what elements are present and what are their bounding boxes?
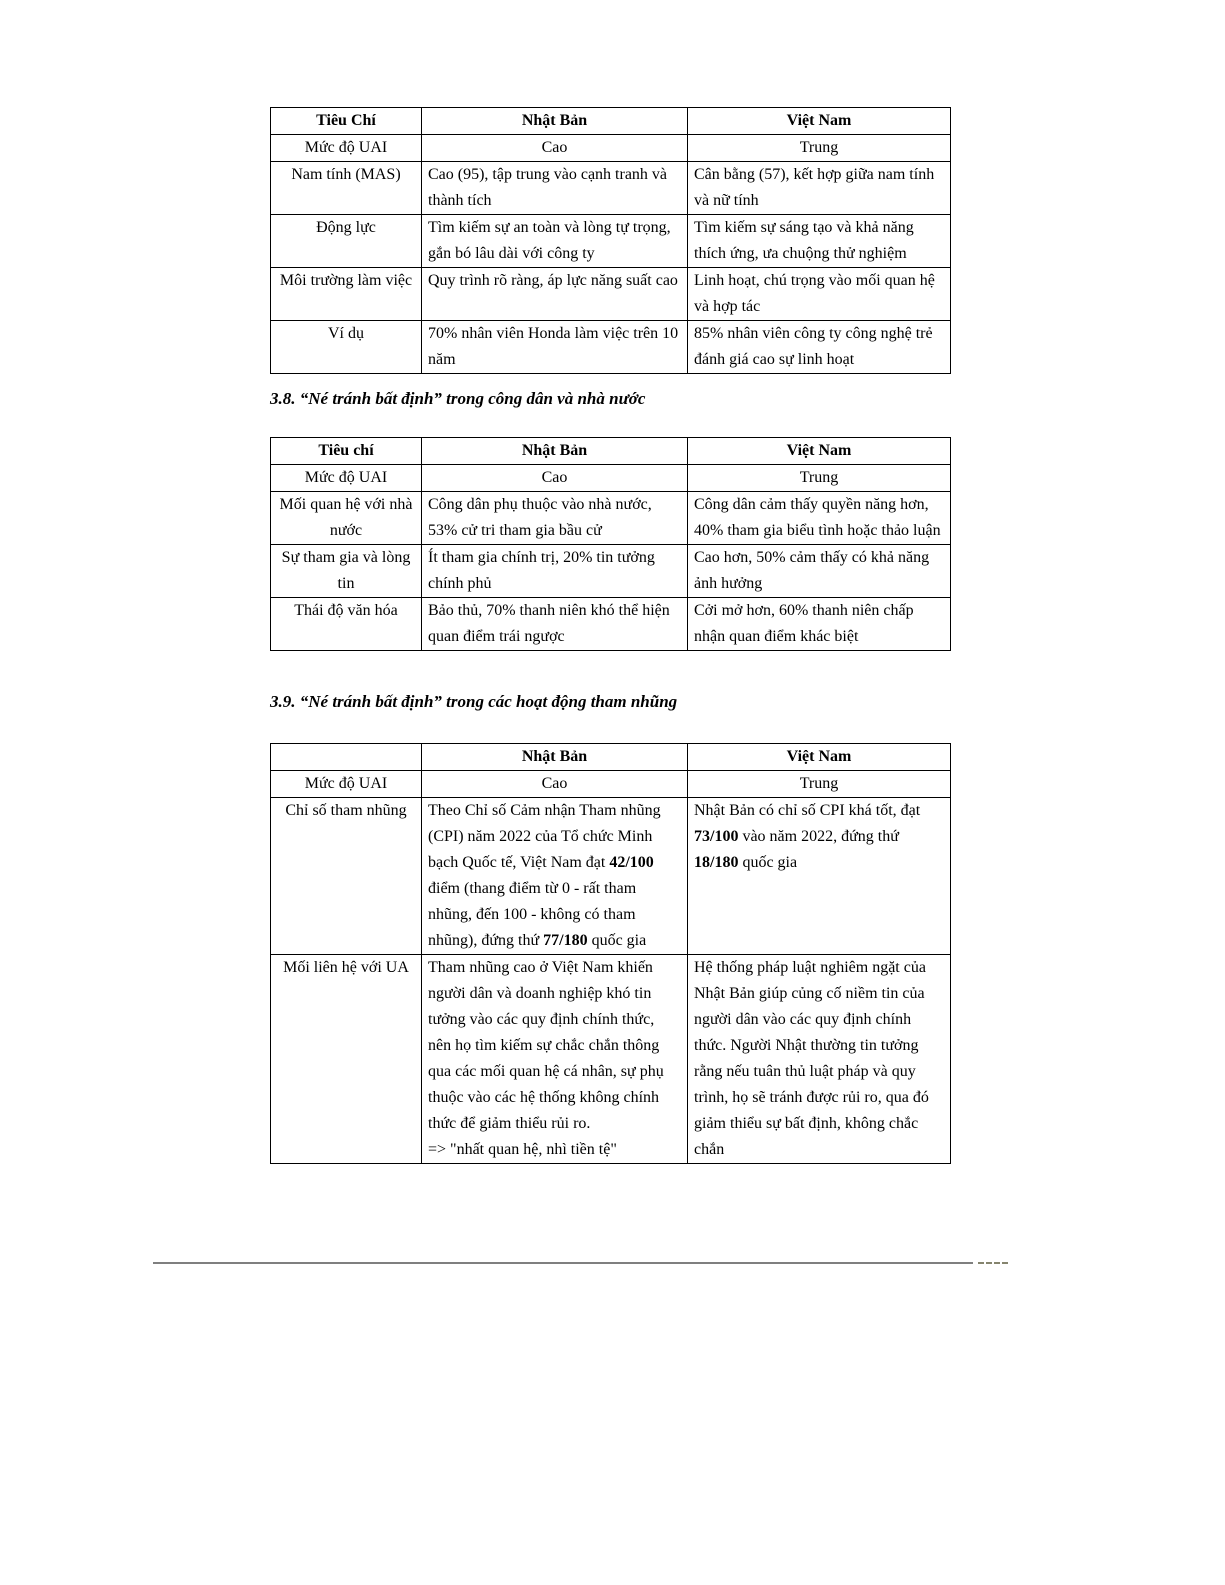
table-header-cell: Tiêu Chí bbox=[271, 108, 422, 135]
row-label-cell: Động lực bbox=[271, 215, 422, 268]
table-header-row bbox=[271, 744, 951, 771]
table-row bbox=[271, 162, 951, 215]
row-label-cell: Chỉ số tham nhũng bbox=[271, 798, 422, 955]
table-uai-work-culture bbox=[270, 107, 951, 374]
cell-text: Tham nhũng cao ở Việt Nam khiến người dân và doanh nghiệp khó tin tưởng vào các quy định chính thức, nên họ tìm kiếm sự chắc chắn thông qua các mối quan hệ cá nhân, sự phụ thuộc vào các hệ thống không chính thức để giảm thiểu rủi ro. bbox=[428, 959, 664, 1132]
table-row bbox=[271, 135, 951, 162]
section-heading-3-9: 3.9. “Né tránh bất định” trong các hoạt động tham nhũng bbox=[270, 692, 678, 711]
cell-text: vào năm 2022, đứng thứ bbox=[738, 828, 899, 845]
table-cell: 70% nhân viên Honda làm việc trên 10 năm bbox=[422, 321, 688, 374]
table-row bbox=[271, 268, 951, 321]
table-cell: Linh hoạt, chú trọng vào mối quan hệ và hợp tác bbox=[688, 268, 951, 321]
table-row bbox=[271, 955, 951, 1164]
table-row bbox=[271, 215, 951, 268]
table-header-row bbox=[271, 108, 951, 135]
table-cell: Hệ thống pháp luật nghiêm ngặt của Nhật Bản giúp củng cố niềm tin của người dân vào các quy định chính thức. Người Nhật thường tin tưởng rằng nếu tuân thủ luật pháp và quy trình, họ sẽ tránh được rủi ro, qua đó giảm thiểu sự bất định, không chắc chắn bbox=[688, 955, 951, 1164]
table-row bbox=[271, 771, 951, 798]
table-header-cell: Việt Nam bbox=[688, 438, 951, 465]
row-label-cell: Sự tham gia và lòng tin bbox=[271, 545, 422, 598]
table-cell: Cao bbox=[422, 465, 688, 492]
table-cell: Cao hơn, 50% cảm thấy có khả năng ảnh hưởng bbox=[688, 545, 951, 598]
table-row bbox=[271, 798, 951, 955]
cell-text: => "nhất quan hệ, nhì tiền tệ" bbox=[428, 1141, 617, 1158]
footer-rule-dash bbox=[978, 1262, 1008, 1264]
table-cell: Trung bbox=[688, 771, 951, 798]
cell-bold-value: 42/100 bbox=[609, 854, 654, 871]
table-cell: Công dân phụ thuộc vào nhà nước, 53% cử tri tham gia bầu cử bbox=[422, 492, 688, 545]
cell-bold-value: 18/180 bbox=[694, 854, 739, 871]
table-row bbox=[271, 465, 951, 492]
table-cell: Tìm kiếm sự an toàn và lòng tự trọng, gắn bó lâu dài với công ty bbox=[422, 215, 688, 268]
table-header-cell: Tiêu chí bbox=[271, 438, 422, 465]
table-cell bbox=[422, 798, 688, 955]
row-label-cell: Mối quan hệ với nhà nước bbox=[271, 492, 422, 545]
cell-text: Theo Chỉ số Cảm nhận Tham nhũng (CPI) năm 2022 của Tổ chức Minh bạch Quốc tế, Việt Nam đạt bbox=[428, 802, 661, 871]
table-row bbox=[271, 545, 951, 598]
table-uai-corruption bbox=[270, 743, 951, 1164]
table-header-cell bbox=[271, 744, 422, 771]
table-cell: Trung bbox=[688, 465, 951, 492]
table-cell: Bảo thủ, 70% thanh niên khó thể hiện quan điểm trái ngược bbox=[422, 598, 688, 651]
row-label-cell: Ví dụ bbox=[271, 321, 422, 374]
cell-text: điểm (thang điểm từ 0 - rất tham nhũng, đến 100 - không có tham nhũng), đứng thứ bbox=[428, 880, 637, 949]
row-label-cell: Thái độ văn hóa bbox=[271, 598, 422, 651]
table-row bbox=[271, 492, 951, 545]
table-cell: 85% nhân viên công ty công nghệ trẻ đánh giá cao sự linh hoạt bbox=[688, 321, 951, 374]
table-cell: Cao bbox=[422, 771, 688, 798]
table-header-row bbox=[271, 438, 951, 465]
table-uai-citizens-state bbox=[270, 437, 951, 651]
table-header-cell: Nhật Bản bbox=[422, 744, 688, 771]
cell-bold-value: 77/180 bbox=[543, 932, 588, 949]
table-header-cell: Nhật Bản bbox=[422, 438, 688, 465]
section-heading-3-8: 3.8. “Né tránh bất định” trong công dân và nhà nước bbox=[270, 389, 646, 408]
cell-text: Nhật Bản có chỉ số CPI khá tốt, đạt bbox=[694, 802, 921, 819]
table-cell bbox=[688, 798, 951, 955]
row-label-cell: Mức độ UAI bbox=[271, 135, 422, 162]
table-cell: Cao bbox=[422, 135, 688, 162]
table-cell: Tìm kiếm sự sáng tạo và khả năng thích ứng, ưa chuộng thử nghiệm bbox=[688, 215, 951, 268]
table-cell: Cởi mở hơn, 60% thanh niên chấp nhận quan điểm khác biệt bbox=[688, 598, 951, 651]
table-cell: Ít tham gia chính trị, 20% tin tưởng chính phủ bbox=[422, 545, 688, 598]
row-label-cell: Nam tính (MAS) bbox=[271, 162, 422, 215]
table-header-cell: Việt Nam bbox=[688, 744, 951, 771]
footer-rule bbox=[153, 1262, 973, 1264]
table-row bbox=[271, 321, 951, 374]
table-row bbox=[271, 598, 951, 651]
cell-bold-value: 73/100 bbox=[694, 828, 739, 845]
table-cell: Trung bbox=[688, 135, 951, 162]
cell-text: quốc gia bbox=[587, 932, 647, 949]
row-label-cell: Mức độ UAI bbox=[271, 771, 422, 798]
table-cell bbox=[422, 955, 688, 1164]
table-header-cell: Nhật Bản bbox=[422, 108, 688, 135]
table-cell: Công dân cảm thấy quyền năng hơn, 40% tham gia biểu tình hoặc thảo luận bbox=[688, 492, 951, 545]
table-header-cell: Việt Nam bbox=[688, 108, 951, 135]
table-cell: Cân bằng (57), kết hợp giữa nam tính và nữ tính bbox=[688, 162, 951, 215]
table-cell: Cao (95), tập trung vào cạnh tranh và thành tích bbox=[422, 162, 688, 215]
row-label-cell: Mức độ UAI bbox=[271, 465, 422, 492]
cell-text: quốc gia bbox=[738, 854, 798, 871]
row-label-cell: Môi trường làm việc bbox=[271, 268, 422, 321]
table-cell: Quy trình rõ ràng, áp lực năng suất cao bbox=[422, 268, 688, 321]
row-label-cell: Mối liên hệ với UA bbox=[271, 955, 422, 1164]
